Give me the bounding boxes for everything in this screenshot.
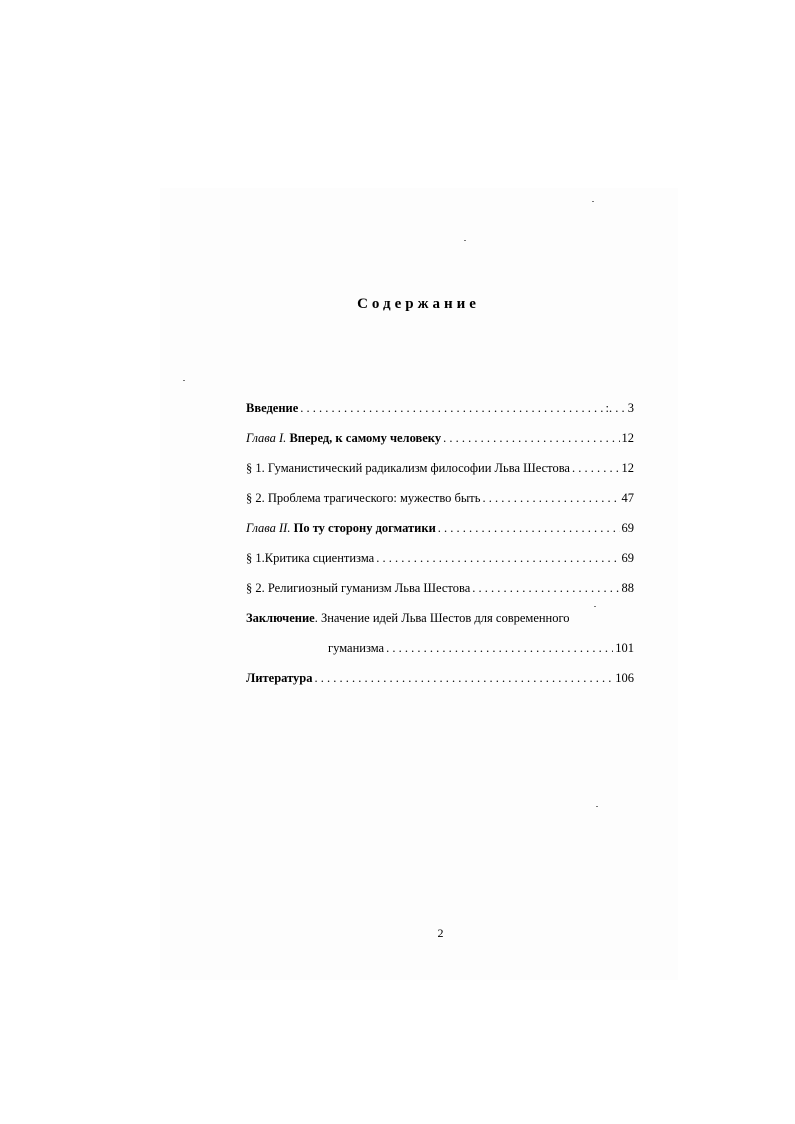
scan-speck: [596, 806, 598, 807]
toc-leader-dots: [300, 398, 603, 418]
toc-entry-page: 12: [621, 431, 634, 445]
toc-entry-title: По ту сторону догматики: [293, 521, 436, 535]
scan-speck: [183, 380, 185, 381]
toc-entry-section-2-2: [246, 578, 634, 608]
toc-leader-dots: [572, 458, 620, 478]
toc-entry-title: § 1. Гуманистический радикализм философии Льва Шестова: [246, 461, 570, 475]
toc-entry-title: Вперед, к самому человеку: [289, 431, 442, 445]
toc-entry-page: 69: [621, 521, 634, 535]
scan-speck: [594, 606, 596, 607]
toc-leader-dots: [315, 668, 614, 688]
toc-entry-section-1-1: [246, 458, 634, 488]
toc-leader-dots: [438, 518, 620, 538]
toc-leader-dots: [376, 548, 619, 568]
page-title: Содержание: [357, 296, 480, 312]
toc-entry-page: 12: [621, 461, 634, 475]
toc-entry-section-1-2: [246, 488, 634, 518]
toc-entry-chapter-2: [246, 518, 634, 548]
toc-entry-conclusion: [246, 608, 634, 638]
toc-entry-title: Введение: [246, 401, 299, 415]
toc-leader-dots: [443, 428, 619, 448]
toc-entry-subtitle: . Значение идей Льва Шестов для современного: [314, 611, 570, 625]
toc-entry-title: Литература: [246, 671, 313, 685]
toc-leader-dots: [386, 638, 613, 658]
table-of-contents: [246, 398, 634, 698]
toc-entry-page: 69: [621, 551, 634, 565]
toc-entry-title: § 2. Проблема трагического: мужество быть: [246, 491, 481, 505]
scan-speck: [464, 240, 466, 241]
toc-entry-literature: [246, 668, 634, 698]
toc-leader-dots: [472, 578, 619, 598]
toc-entry-page: 101: [615, 641, 634, 655]
toc-entry-title: гуманизма: [328, 641, 385, 655]
toc-entry-prefix: Глава I.: [246, 431, 287, 445]
toc-entry-conclusion-continued: [246, 638, 634, 668]
toc-entry-page: 106: [615, 671, 634, 685]
toc-entry-prefix: Глава II.: [246, 521, 291, 535]
toc-entry-introduction: [246, 398, 634, 428]
toc-entry-chapter-1: [246, 428, 634, 458]
toc-entry-page: 88: [621, 581, 634, 595]
toc-entry-page: :. . . 3: [605, 401, 634, 415]
toc-entry-page: 47: [621, 491, 634, 505]
toc-entry-title: Заключение: [246, 611, 315, 625]
toc-entry-title: § 1.Критика сциентизма: [246, 551, 375, 565]
toc-entry-section-2-1: [246, 548, 634, 578]
toc-leader-dots: [482, 488, 619, 508]
scan-speck: [592, 201, 594, 202]
page-number: 2: [437, 926, 444, 940]
toc-entry-title: § 2. Религиозный гуманизм Льва Шестова: [246, 581, 471, 595]
